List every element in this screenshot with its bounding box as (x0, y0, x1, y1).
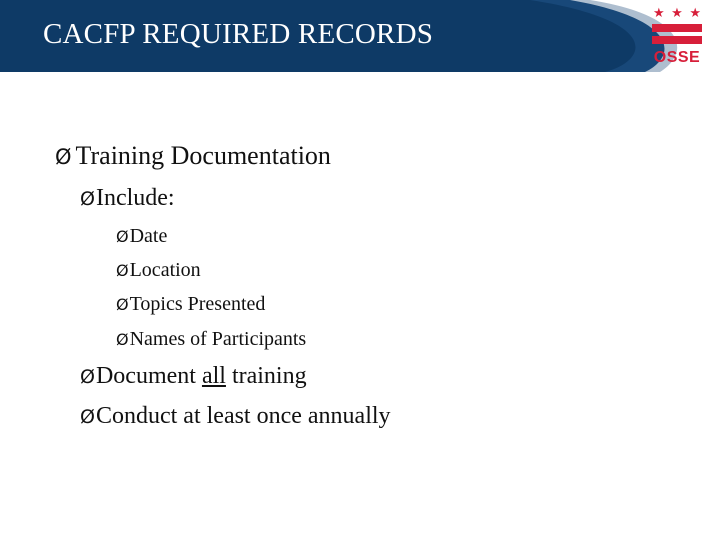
star-icon: ★ (689, 6, 701, 21)
arrow-bullet-icon: Ø (116, 227, 129, 246)
logo-wordmark: OSSE (653, 49, 701, 66)
bullet-text-prefix: Document (95, 363, 202, 389)
bullet-conduct-annually (80, 403, 391, 430)
bullet-include (80, 185, 175, 212)
slide-title: CACFP REQUIRED RECORDS (43, 18, 434, 50)
sub-bullet-topics (116, 293, 265, 316)
bullet-text: Conduct at least once annually (95, 403, 391, 429)
arrow-bullet-icon: Ø (80, 188, 95, 210)
star-icon: ★ (653, 6, 665, 21)
arrow-bullet-icon: Ø (116, 330, 129, 349)
sub-bullet-location (116, 259, 201, 282)
arrow-bullet-icon: Ø (116, 261, 129, 280)
emphasis-underlined: all (201, 363, 226, 389)
bullet-document-all-training (80, 363, 307, 390)
bullet-text-suffix: training (225, 363, 307, 389)
sub-bullet-date (116, 225, 167, 248)
bullet-text: Location (129, 259, 201, 281)
bullet-text: Date (129, 225, 168, 247)
sub-bullet-participants (116, 328, 306, 351)
bullet-text: Include: (95, 185, 175, 211)
bullet-text: Names of Participants (129, 328, 307, 350)
bullet-text: Training Documentation (75, 141, 331, 170)
arrow-bullet-icon: Ø (55, 145, 72, 169)
arrow-bullet-icon: Ø (80, 366, 95, 388)
arrow-bullet-icon: Ø (80, 406, 95, 428)
arrow-bullet-icon: Ø (116, 295, 129, 314)
star-icon: ★ (671, 6, 683, 21)
bullet-text: Topics Presented (129, 293, 266, 315)
bullet-training-documentation (55, 141, 331, 171)
